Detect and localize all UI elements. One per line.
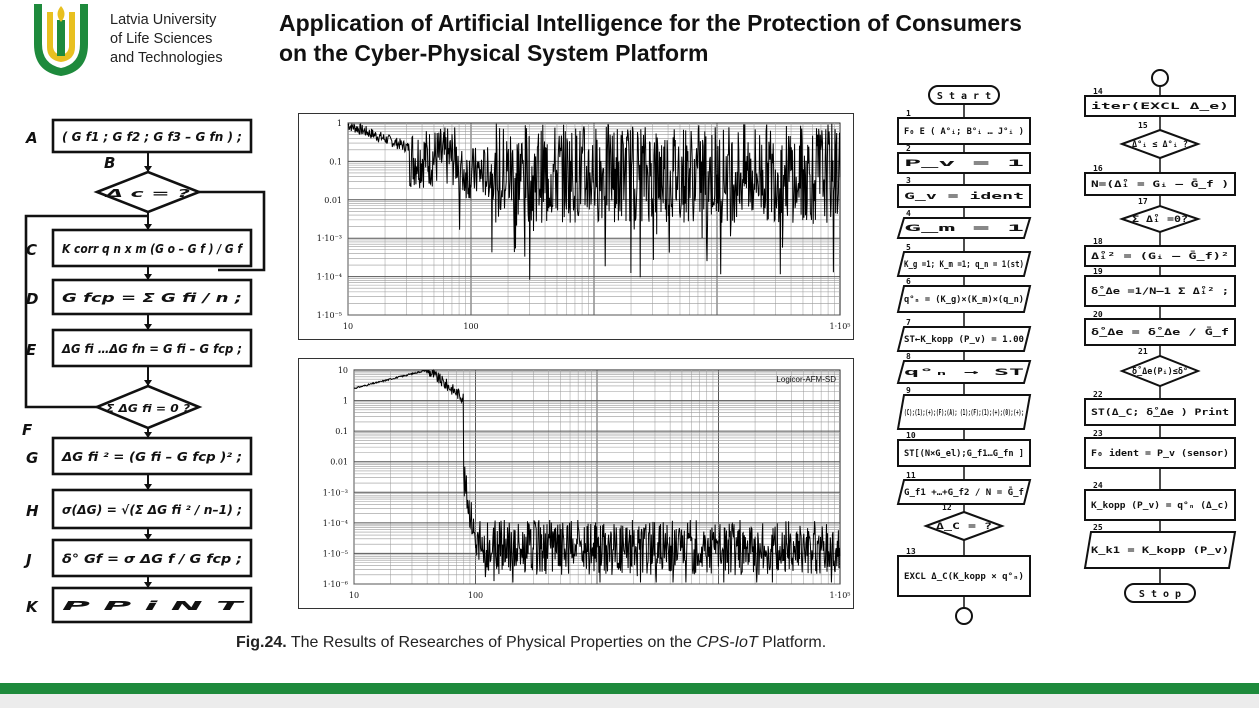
flow-letter-E: E [26,341,37,359]
university-line-1: Latvia University [110,12,217,28]
left-flowchart [20,108,270,628]
flow-letter-F: F [22,421,33,439]
step-text: K_kopp (P_v) = q°ₙ (Δ_c) [1091,501,1229,511]
figure-caption [236,634,826,652]
step-text: Δ̊ᵢ² = (Gᵢ – Ḡ_f)² [1091,252,1184,262]
x-tick-label: 1·10⁵ [829,591,851,600]
flow-text-D: G fcp = Σ G fi / n ; [62,291,242,305]
step-number: 9 [906,386,911,395]
step-number: 20 [1093,310,1103,319]
step-text: ST(Δ_C; δ̊_Δe ) Print [1091,408,1200,418]
step-text: P_v = 1 [904,159,1024,169]
flow-letter-H: H [26,502,39,520]
chart-frame [299,359,854,609]
start-terminal-label: S t a r t [936,91,992,102]
y-tick-label: 1 [342,396,348,406]
caption-italic: CPS-IoT [696,634,758,651]
university-name [110,11,223,68]
caption-text-before: The Results of Researches of Physical Properties on the [286,634,697,651]
step-text: G_m = 1 [904,224,1024,234]
flow-letter-C: C [26,241,38,259]
flow-text-F: Σ ΔG fi = 0 ? [106,402,191,415]
flow-letter-B: B [104,154,116,172]
step-text: q°ₙ → ST [904,368,1026,378]
step-text: ST←K_kopp (P_v) = 1.00 [904,335,1024,345]
step-text: (C);(1);(+);(F);(A); (1);(F);(1);(+);(0);(+); [904,408,1024,417]
step-number: 18 [1093,237,1103,246]
step-text: Δ°ᵢ ≤ Δ°ᵢ ? [1132,140,1188,150]
y-tick-label: 0.01 [330,457,348,467]
step-text: K_k1 = K_kopp (P_v) [1091,546,1229,556]
flow-text-J: δ° Gf = σ ΔG f / G fcp ; [62,552,242,566]
step-number: 5 [906,243,911,252]
x-tick-label: 10 [342,322,354,331]
flow-text-A: ( G f1 ; G f2 ; G f3 – G fn ) ; [62,130,242,144]
algorithm-flowchart-a [890,78,1050,628]
step-number: 25 [1093,523,1103,532]
step-number: 8 [906,352,911,361]
footer-grey-bar [0,694,1259,708]
step-number: 24 [1093,481,1103,490]
step-number: 11 [906,471,916,480]
y-tick-label: 1·10⁻⁵ [322,549,348,559]
flow-letter-J: J [26,551,32,569]
spectrum-chart-bottom [298,358,854,609]
start-connector-b [1152,70,1168,86]
flow-text-H: σ(ΔG) = √(Σ ΔG fi ² / n–1) ; [62,503,243,517]
step-number: 13 [906,547,916,556]
step-text: q°ₙ = (K_g)×(K_m)×(q_n) [904,295,1024,305]
flow-letter-D: D [26,290,39,308]
flow-letter-A: A [26,129,38,147]
step-text: Δ_C = ? [936,522,992,532]
spectrum-chart-top [298,113,854,340]
step-number: 19 [1093,267,1103,276]
page-title [279,8,1022,68]
flow-text-E: ΔG fi …ΔG fn = G fi – G fcp ; [61,342,242,356]
step-number: 6 [906,277,911,286]
step-number: 3 [906,176,911,185]
step-text: EXCL Δ_C(K_kopp × q°ₙ) [904,572,1024,582]
llu-logo-icon [30,2,92,78]
y-tick-label: 1·10⁻⁶ [322,580,348,589]
y-tick-label: 0.01 [324,195,342,205]
stop-terminal-label: S t o p [1138,589,1182,600]
university-line-3: and Technologies [110,50,223,66]
caption-label: Fig.24. [236,634,287,651]
step-text: δ̊_Δe = δ̊_Δe / Ḡ_f [1091,328,1184,338]
y-tick-label: 1·10⁻⁵ [316,311,342,320]
step-number: 23 [1093,429,1103,438]
step-number: 10 [906,431,916,440]
step-number: 1 [906,109,911,118]
title-line-2: on the Cyber-Physical System Platform [279,40,709,66]
step-number: 15 [1138,121,1148,130]
y-tick-label: 0.1 [335,427,348,437]
step-text: F₀ ident = P_v (sensor) [1091,449,1216,459]
y-tick-label: 10 [337,366,348,375]
step-number: 7 [906,318,911,327]
y-tick-label: 1·10⁻³ [316,234,342,244]
step-number: 12 [942,503,952,512]
x-tick-label: 1·10⁵ [829,322,851,331]
x-tick-label: 10 [348,591,360,600]
y-tick-label: 0.1 [329,157,342,167]
x-tick-label: 100 [467,591,484,600]
step-text: δ̊_Δe =1/N–1 Σ Δ̊ᵢ² ; [1091,287,1194,297]
flow-text-B: Δ c = ? [104,187,192,200]
step-text: Σ Δ̊ᵢ =0? [1132,215,1176,225]
step-text: F₀ E ( A°ᵢ; B°ᵢ … J°ᵢ ) [904,127,1024,137]
y-tick-label: 1·10⁻⁴ [316,272,342,282]
step-text: G_f1 +…+G_f2 / N = Ḡ_f [904,488,1024,498]
step-number: 2 [906,144,911,153]
step-text: N=(Δ̊ᵢ = Gᵢ – Ḡ_f ) [1091,180,1189,190]
flow-text-K: P P i N T [62,599,245,613]
title-line-1: Application of Artificial Intelligence for the Protection of Consumers [279,10,1022,36]
caption-text-after: Platform. [757,634,827,651]
y-tick-label: 1·10⁻³ [322,488,348,498]
end-connector [956,608,972,624]
y-tick-label: 1·10⁻⁴ [322,518,348,528]
university-line-2: of Life Sciences [110,31,213,47]
step-number: 14 [1093,87,1103,96]
step-text: G_v = ident [904,192,964,202]
flow-text-G: ΔG fi ² = (G fi – G fcp )² ; [60,450,243,464]
step-number: 16 [1093,164,1103,173]
footer-green-bar [0,683,1259,694]
x-tick-label: 100 [463,322,479,331]
algorithm-flowchart-b [1080,66,1245,611]
flow-letter-K: K [26,598,38,616]
step-text: δ̊_Δe(Pᵢ)≤δ° [1132,367,1192,377]
step-number: 17 [1138,197,1148,206]
step-number: 21 [1138,347,1148,356]
flow-text-C: K corr q n x m (G o – G f ) / G f [62,242,244,256]
step-text: iter(EXCL Δ_e) [1091,102,1167,112]
step-number: 22 [1093,390,1103,399]
legend-label: Logicor-AFM-SD [776,375,836,384]
step-text: ST[(N×G_el);G_f1…G_fn ] [904,449,1024,459]
step-text: K_g =1; K_m =1; q_n = 1(st) [904,260,1024,270]
step-number: 4 [906,209,911,218]
y-tick-label: 1 [336,119,342,128]
flow-letter-G: G [26,449,39,467]
